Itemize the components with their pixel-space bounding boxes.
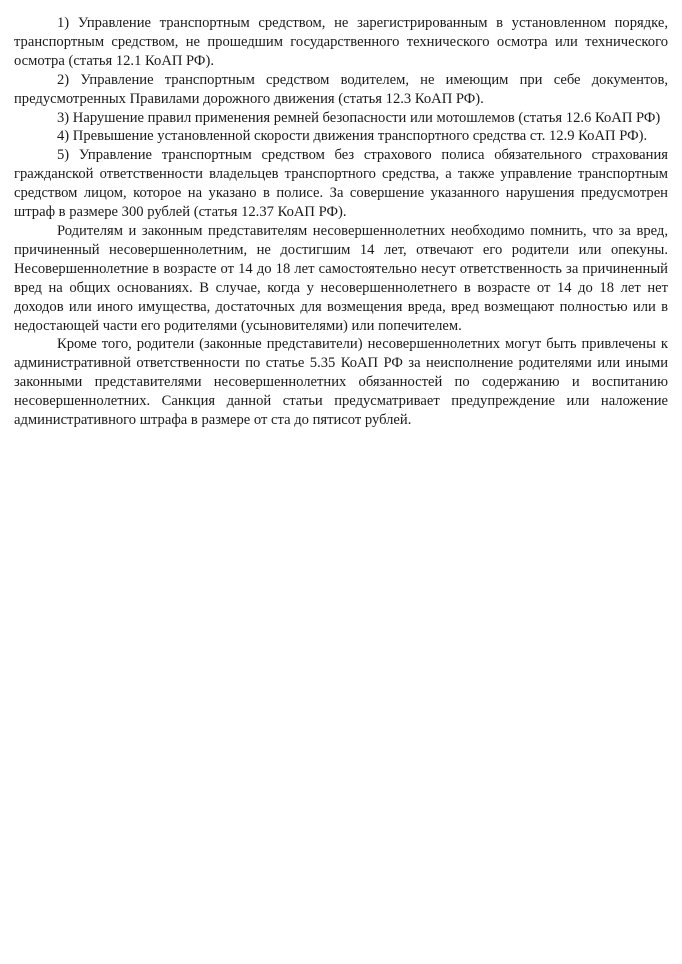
paragraph-administrative-liability: Кроме того, родители (законные представители) несовершеннолетних могут быть привлечены к административной ответственности по статье 5.35 КоАП РФ за неисполнение родителями или иными законными представителями несовершеннолетних обязанностей по содержанию и воспитанию несовершеннолетних. Санкция данной статьи предусматривает предупреждение или наложение административного штрафа в размере от ста до пятисот рублей. bbox=[14, 336, 668, 429]
paragraph-item-5: 5) Управление транспортным средством без страхового полиса обязательного страхования гражданской ответственности владельцев транспортного средства, а также управление транспортным средством лицом, которое на указано в полисе. За совершение указанного нарушения предусмотрен штраф в размере 300 рублей (статья 12.37 КоАП РФ). bbox=[14, 147, 668, 221]
paragraph-parents-liability: Родителям и законным представителям несовершеннолетних необходимо помнить, что за вред, причиненный несовершеннолетним, не достигшим 14 лет, отвечают его родители или опекуны. Несовершеннолетние в возрасте от 14 до 18 лет самостоятельно несут ответственность за причиненный вред на общих основаниях. В случае, когда у несовершеннолетнего в возрасте от 14 до 18 лет нет доходов или иного имущества, достаточных для возмещения вреда, вред возмещают полностью или в недостающей части его родителями (усыновителями) или попечителем. bbox=[14, 222, 668, 334]
paragraph-item-1: 1) Управление транспортным средством, не зарегистрированным в установленном порядке, транспортным средством, не прошедшим государственного технического осмотра или технического осмотра (статья 12.1 КоАП РФ). bbox=[14, 15, 668, 69]
paragraph-item-2: 2) Управление транспортным средством водителем, не имеющим при себе документов, предусмотренных Правилами дорожного движения (статья 12.3 КоАП РФ). bbox=[14, 71, 668, 107]
document-page bbox=[14, 14, 668, 430]
paragraph-item-3: 3) Нарушение правил применения ремней безопасности или мотошлемов (статья 12.6 КоАП РФ) bbox=[57, 109, 661, 126]
paragraph-item-4: 4) Превышение установленной скорости движения транспортного средства ст. 12.9 КоАП РФ). bbox=[57, 128, 648, 145]
